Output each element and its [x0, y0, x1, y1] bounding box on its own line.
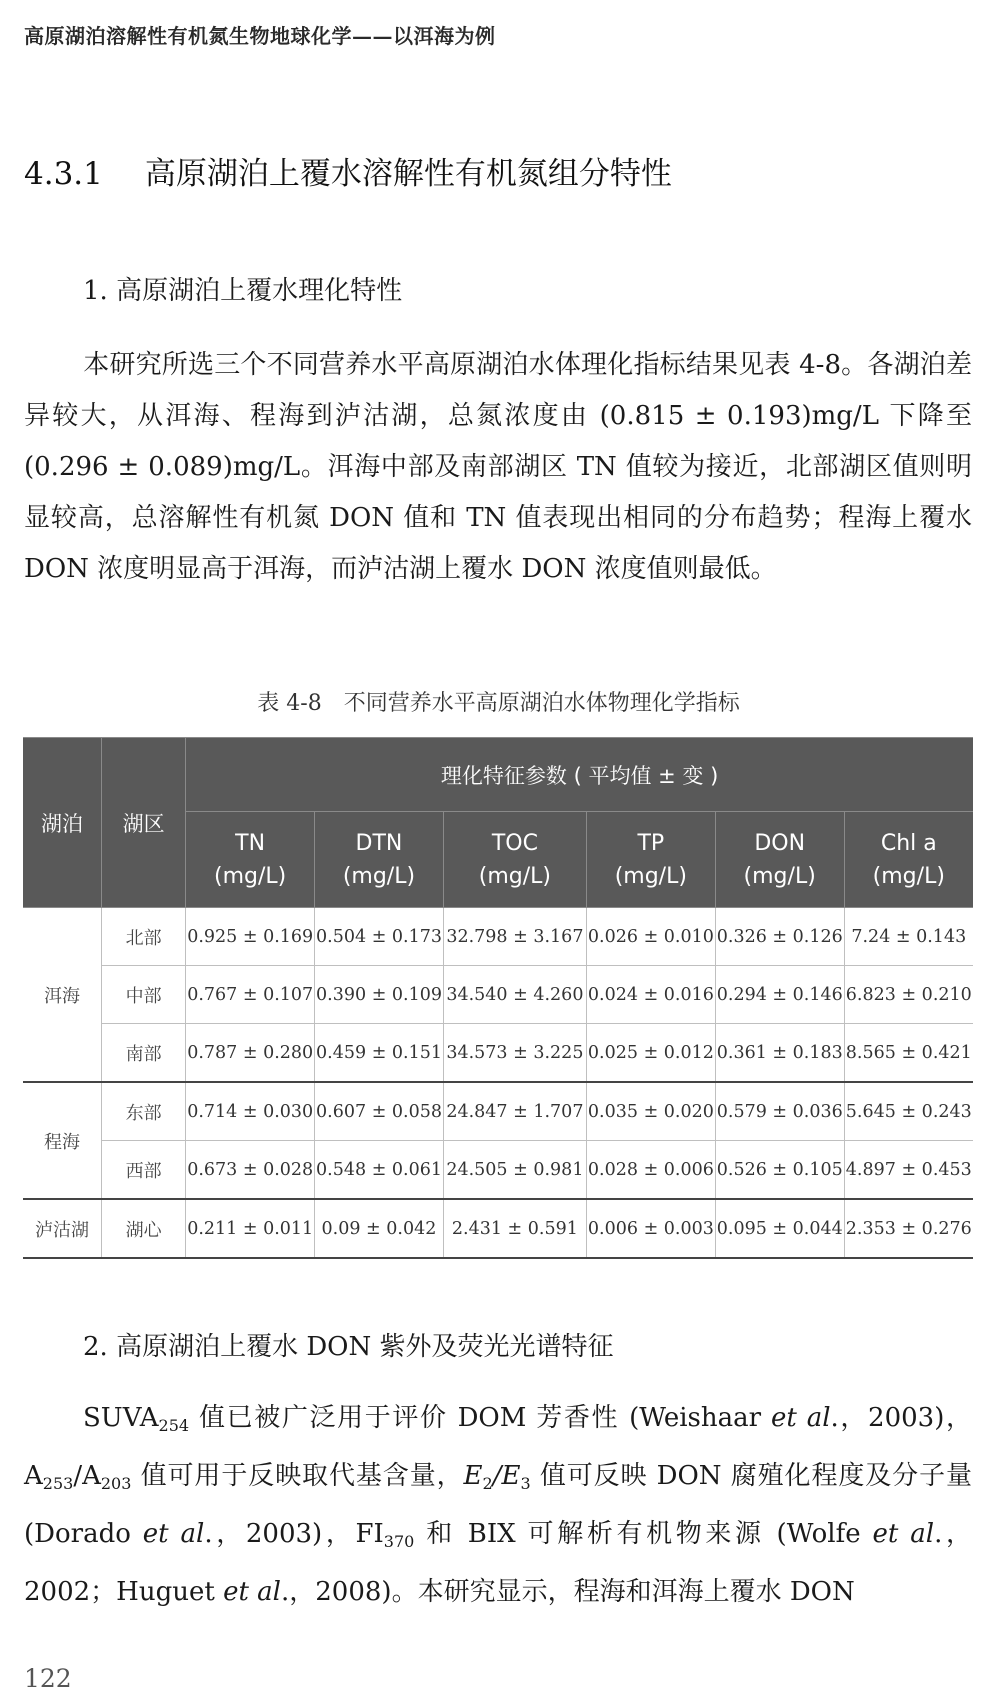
header-dtn: DTN (mg/L): [315, 812, 444, 908]
header-parameter-group: 理化特征参数 ( 平均值 ± 变 ): [186, 738, 973, 812]
zone-cell: 西部: [102, 1141, 186, 1200]
value-cell: 0.006 ± 0.003: [586, 1199, 715, 1258]
page-number: 122: [24, 1664, 72, 1693]
value-cell: 0.526 ± 0.105: [715, 1141, 844, 1200]
header-tp: TP (mg/L): [586, 812, 715, 908]
paragraph-2: $SUVA_{254}$ 值已被广泛用于评价 DOM 芳香性 (Weishaar et al.，2003)，$A_{253}/A_{203}$ 值可用于反映取代基含量，$E_2/E_3$ 值可反映 DON 腐殖化程度及分子量 (Dorado et al.，2003)，$FI_{370}$ 和 BIX 可解析有机物来源 (Wolfe et al.，2002；Huguet et al.，2008)。本研究显示，程海和洱海上覆水 DON: [24, 1403, 973, 1607]
value-cell: 4.897 ± 0.453: [844, 1141, 973, 1200]
value-cell: 0.326 ± 0.126: [715, 908, 844, 966]
value-cell: 7.24 ± 0.143: [844, 908, 973, 966]
section-title: [24, 148, 672, 193]
header-lake: 湖泊: [23, 738, 102, 908]
paragraph-1: [24, 340, 972, 595]
subsection-1-title: 1. 高原湖泊上覆水理化特性: [83, 276, 403, 306]
value-cell: 0.211 ± 0.011: [186, 1199, 315, 1258]
table-row: [23, 908, 973, 966]
value-cell: 24.505 ± 0.981: [443, 1141, 586, 1200]
zone-cell: 中部: [102, 966, 186, 1024]
value-cell: 0.024 ± 0.016: [586, 966, 715, 1024]
section-number: 4.3.1: [24, 156, 103, 192]
subsection-2-title: 2. 高原湖泊上覆水 DON 紫外及荧光光谱特征: [83, 1332, 614, 1362]
value-cell: 0.028 ± 0.006: [586, 1141, 715, 1200]
header-don: DON (mg/L): [715, 812, 844, 908]
header-zone: 湖区: [102, 738, 186, 908]
header-toc: TOC (mg/L): [443, 812, 586, 908]
value-cell: 5.645 ± 0.243: [844, 1082, 973, 1141]
lake-cell: 洱海: [23, 908, 102, 1083]
value-cell: 0.925 ± 0.169: [186, 908, 315, 966]
value-cell: 0.035 ± 0.020: [586, 1082, 715, 1141]
value-cell: 0.294 ± 0.146: [715, 966, 844, 1024]
header-tn: TN (mg/L): [186, 812, 315, 908]
value-cell: 6.823 ± 0.210: [844, 966, 973, 1024]
value-cell: 0.548 ± 0.061: [315, 1141, 444, 1200]
zone-cell: 南部: [102, 1024, 186, 1083]
value-cell: 0.025 ± 0.012: [586, 1024, 715, 1083]
value-cell: 32.798 ± 3.167: [443, 908, 586, 966]
value-cell: 0.607 ± 0.058: [315, 1082, 444, 1141]
paragraph-1-text: 本研究所选三个不同营养水平高原湖泊水体理化指标结果见表 4-8。各湖泊差异较大，从洱海、程海到泸沽湖，总氮浓度由 (0.815 ± 0.193)mg/L 下降至 (0.296 ± 0.089)mg/L。洱海中部及南部湖区 TN 值较为接近，北部湖区值则明显较高，总溶解性有机氮 DON 值和 TN 值表现出相同的分布趋势；程海上覆水 DON 浓度明显高于洱海，而泸沽湖上覆水 DON 浓度值则最低。: [24, 350, 972, 584]
physicochemical-table: [23, 737, 973, 1259]
value-cell: 0.459 ± 0.151: [315, 1024, 444, 1083]
value-cell: 0.579 ± 0.036: [715, 1082, 844, 1141]
value-cell: 0.504 ± 0.173: [315, 908, 444, 966]
zone-cell: 湖心: [102, 1199, 186, 1258]
table-row: [23, 1199, 973, 1258]
value-cell: 34.540 ± 4.260: [443, 966, 586, 1024]
header-chla: Chl a (mg/L): [844, 812, 973, 908]
lake-cell: 程海: [23, 1082, 102, 1199]
table-row: [23, 1141, 973, 1200]
value-cell: 2.353 ± 0.276: [844, 1199, 973, 1258]
value-cell: 0.787 ± 0.280: [186, 1024, 315, 1083]
zone-cell: 东部: [102, 1082, 186, 1141]
table-caption: 表 4-8 不同营养水平高原湖泊水体物理化学指标: [257, 691, 740, 716]
value-cell: 2.431 ± 0.591: [443, 1199, 586, 1258]
value-cell: 24.847 ± 1.707: [443, 1082, 586, 1141]
zone-cell: 北部: [102, 908, 186, 966]
section-heading: 高原湖泊上覆水溶解性有机氮组分特性: [144, 156, 672, 192]
value-cell: 0.361 ± 0.183: [715, 1024, 844, 1083]
value-cell: 0.714 ± 0.030: [186, 1082, 315, 1141]
lake-cell: 泸沽湖: [23, 1199, 102, 1258]
table-row: [23, 966, 973, 1024]
value-cell: 0.026 ± 0.010: [586, 908, 715, 966]
value-cell: 0.673 ± 0.028: [186, 1141, 315, 1200]
value-cell: 8.565 ± 0.421: [844, 1024, 973, 1083]
table-row: [23, 1082, 973, 1141]
value-cell: 34.573 ± 3.225: [443, 1024, 586, 1083]
running-header: 高原湖泊溶解性有机氮生物地球化学——以洱海为例: [24, 24, 496, 48]
value-cell: 0.390 ± 0.109: [315, 966, 444, 1024]
value-cell: 0.09 ± 0.042: [315, 1199, 444, 1258]
table-row: [23, 1024, 973, 1083]
value-cell: 0.767 ± 0.107: [186, 966, 315, 1024]
value-cell: 0.095 ± 0.044: [715, 1199, 844, 1258]
